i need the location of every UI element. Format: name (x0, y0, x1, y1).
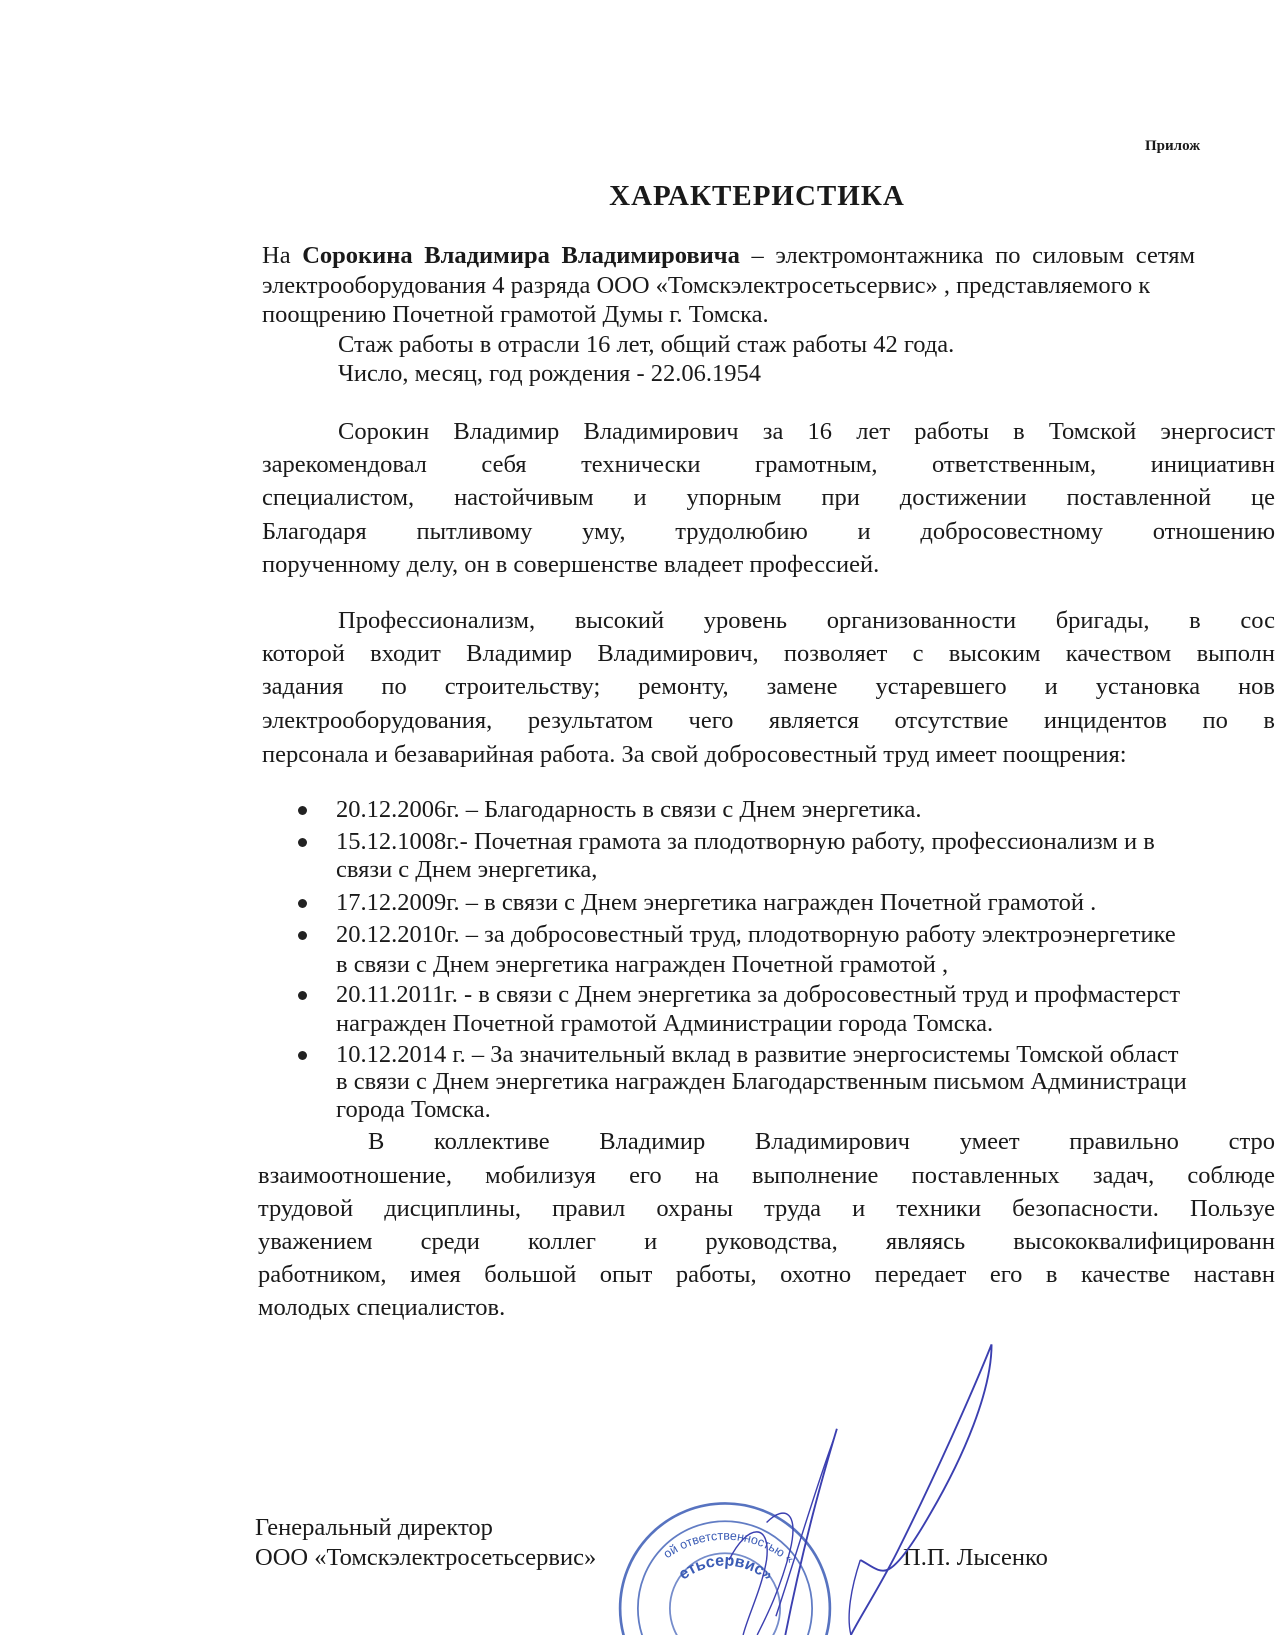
award-item-cont: города Томска. (336, 1097, 491, 1123)
award-item-cont: в связи с Днем энергетика награжден Почетной грамотой , (336, 952, 949, 978)
paragraph-line: электрооборудования, результатом чего является отсутствие инцидентов по в (262, 708, 1275, 734)
paragraph-line: специалистом, настойчивым и упорным при достижении поставленной це (262, 485, 1275, 511)
award-item: 15.12.1008г.- Почетная грамота за плодотворную работу, профессионализм и в (336, 829, 1155, 855)
svg-text:ой ответственностью «: ой ответственностью « (660, 1528, 797, 1567)
paragraph-line: молодых специалистов. (258, 1295, 506, 1321)
handwritten-signature (700, 1335, 1030, 1635)
award-item: 20.12.2006г. – Благодарность в связи с Днем энергетика. (336, 797, 922, 823)
award-item-cont: награжден Почетной грамотой Администрации города Томска. (336, 1011, 994, 1037)
employee-name: Сорокина Владимира Владимировича (302, 243, 740, 269)
award-item-cont: в связи с Днем энергетика награжден Благодарственным письмом Администраци (336, 1069, 1187, 1095)
paragraph-line: Сорокин Владимир Владимирович за 16 лет работы в Томской энергосист (338, 419, 1275, 445)
experience-line: Стаж работы в отрасли 16 лет, общий стаж работы 42 года. (338, 332, 955, 358)
award-item-cont: связи с Днем энергетика, (336, 857, 598, 883)
paragraph-line: персонала и безаварийная работа. За свой добросовестный труд имеет поощрения: (262, 742, 1127, 768)
paragraph-line: В коллективе Владимир Владимирович умеет правильно стро (368, 1129, 1275, 1155)
paragraph-line: Благодаря пытливому уму, трудолюбию и добросовестному отношению (262, 519, 1275, 545)
bullet-icon (298, 838, 307, 847)
bullet-icon (298, 806, 307, 815)
intro-prefix: На (262, 243, 291, 269)
award-item: 17.12.2009г. – в связи с Днем энергетика награжден Почетной грамотой . (336, 890, 1097, 916)
paragraph-line: которой входит Владимир Владимирович, позволяет с высоким качеством выполн (262, 641, 1275, 667)
bullet-icon (298, 899, 307, 908)
intro-line-3: поощрению Почетной грамотой Думы г. Томска. (262, 302, 769, 328)
signer-position: Генеральный директор (255, 1515, 493, 1541)
document-title: ХАРАКТЕРИСТИКА (609, 180, 905, 212)
award-item: 20.12.2010г. – за добросовестный труд, плодотворную работу электроэнергетике (336, 922, 1176, 948)
bullet-icon (298, 1051, 307, 1060)
award-item: 10.12.2014 г. – За значительный вклад в развитие энергосистемы Томской област (336, 1042, 1179, 1068)
intro-line-2: электрооборудования 4 разряда ООО «Томскэлектросетьсервис» , представляемого к (262, 273, 1151, 299)
paragraph-line: зарекомендовал себя технически грамотным, ответственным, инициативн (262, 452, 1275, 478)
signer-name: П.П. Лысенко (903, 1545, 1048, 1571)
paragraph-line: Профессионализм, высокий уровень организованности бригады, в сос (338, 608, 1275, 634)
birth-date-line: Число, месяц, год рождения - 22.06.1954 (338, 361, 762, 387)
paragraph-line: взаимоотношение, мобилизуя его на выполнение поставленных задач, соблюде (258, 1163, 1275, 1189)
signer-company: ООО «Томскэлектросетьсервис» (255, 1545, 597, 1571)
intro-position: – электромонтажника по силовым сетям (751, 243, 1195, 269)
award-item: 20.11.2011г. - в связи с Днем энергетика за добросовестный труд и профмастерст (336, 982, 1181, 1008)
paragraph-line: порученному делу, он в совершенстве владеет профессией. (262, 552, 880, 578)
bullet-icon (298, 991, 307, 1000)
paragraph-line: работником, имея большой опыт работы, охотно передает его в качестве наставн (258, 1262, 1275, 1288)
paragraph-line: уважением среди коллег и руководства, являясь высококвалифицированн (258, 1229, 1275, 1255)
bullet-icon (298, 931, 307, 940)
intro-line-1 (262, 243, 1195, 269)
paragraph-line: задания по строительству; ремонту, замене устаревшего и установка нов (262, 674, 1275, 700)
svg-text:етьсервис»: етьсервис» (675, 1552, 776, 1585)
paragraph-line: трудовой дисциплины, правил охраны труда и техники безопасности. Пользуе (258, 1196, 1275, 1222)
appendix-label: Прилож (1145, 138, 1201, 154)
